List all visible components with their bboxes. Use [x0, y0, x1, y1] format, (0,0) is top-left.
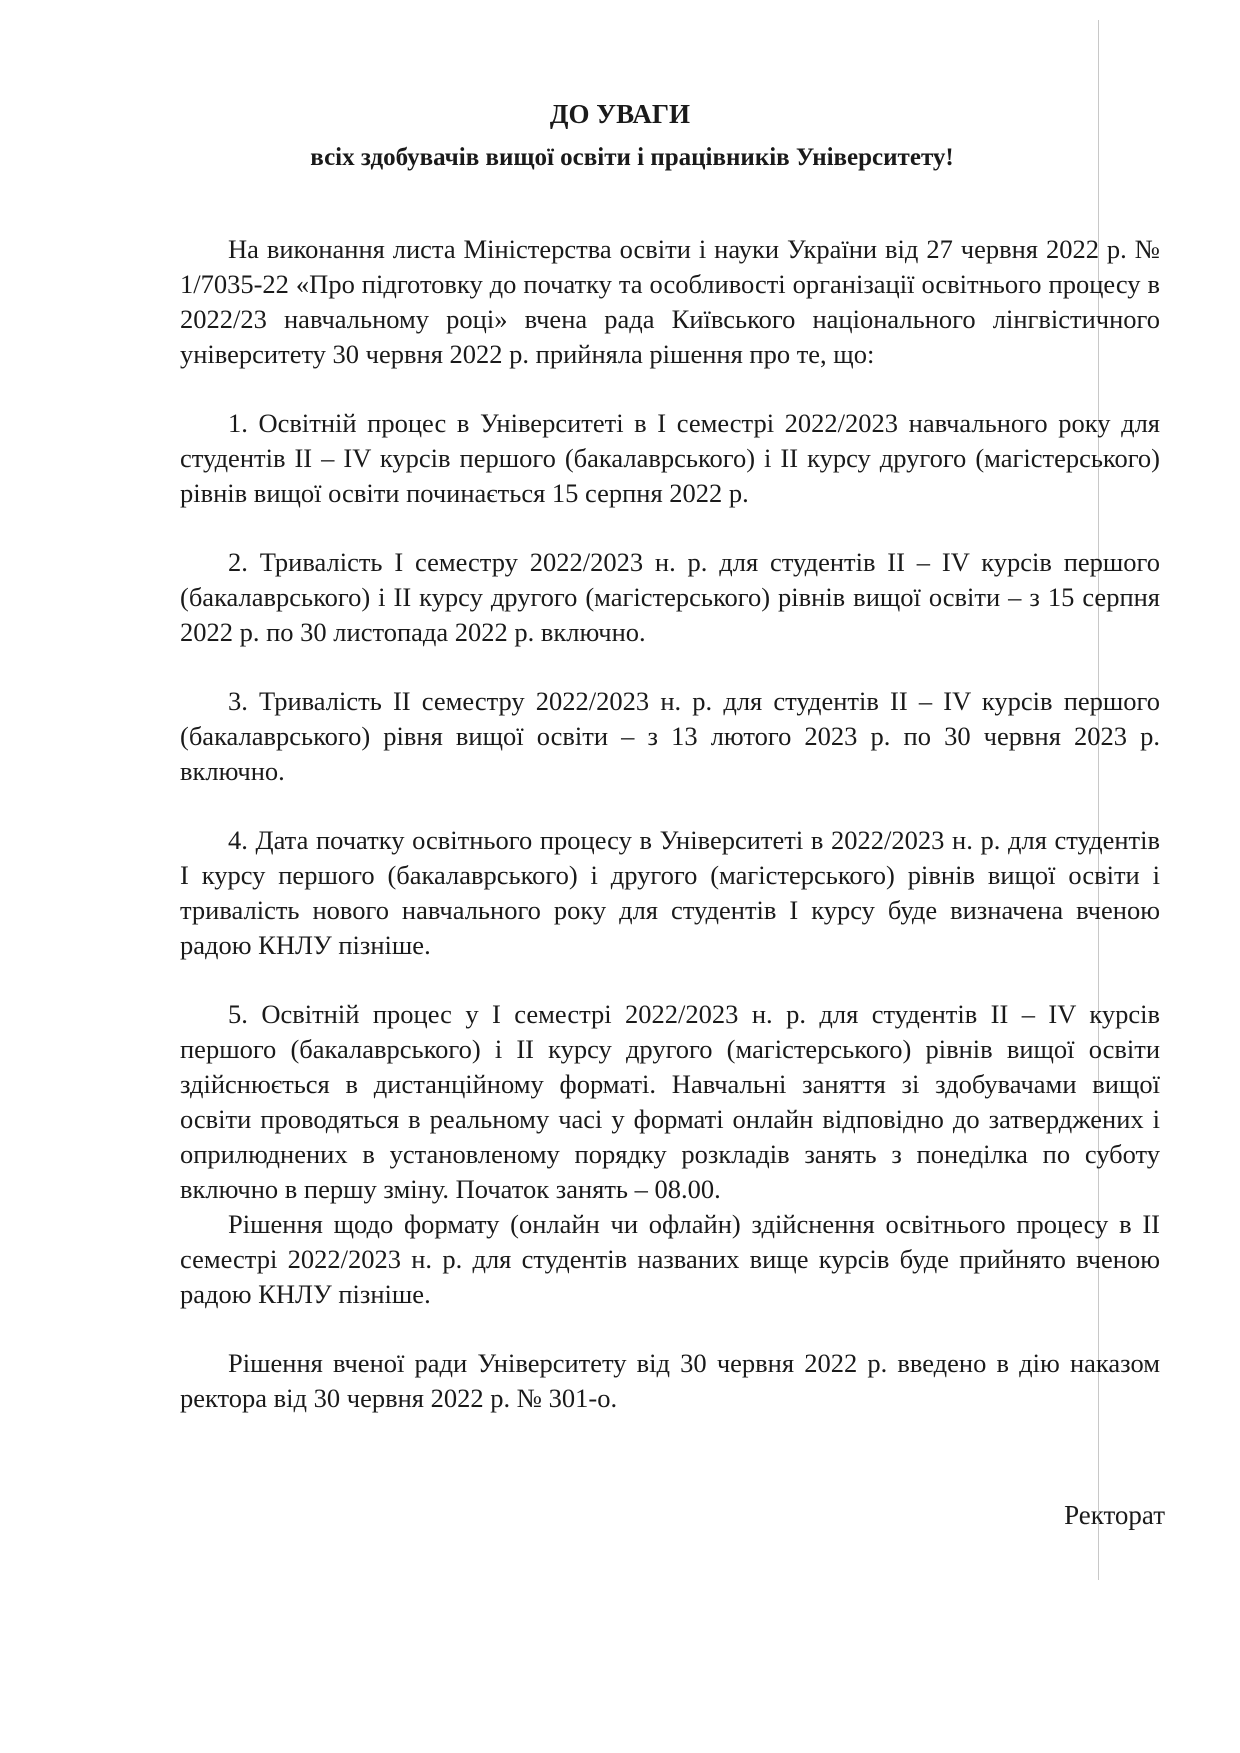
list-item-2: 2. Тривалість І семестру 2022/2023 н. р. для студентів ІІ – IV курсів першого (бакалаврського) і ІІ курсу другого (магістерського) рівнів вищої освіти – з 15 серпня 2022 р. по 30 листопада 2022 р. включно.	[180, 547, 1160, 647]
list-item-1: 1. Освітній процес в Університеті в І семестрі 2022/2023 навчального року для студентів ІІ – IV курсів першого (бакалаврського) і ІІ курсу другого (магістерського) рівнів вищої освіти починається 15 серпня 2022 р.	[180, 408, 1160, 508]
signature: Ректорат	[1064, 1500, 1165, 1530]
document-title: ДО УВАГИ	[549, 99, 691, 129]
closing-paragraph: Рішення вченої ради Університету від 30 червня 2022 р. введено в дію наказом ректора від 30 червня 2022 р. № 301-о.	[180, 1348, 1160, 1413]
list-item-4: 4. Дата початку освітнього процесу в Університеті в 2022/2023 н. р. для студентів І курсу першого (бакалаврського) і другого (магістерського) рівнів вищої освіти і тривалість нового навчального року для студентів І курсу буде визначена вченою радою КНЛУ пізніше.	[180, 825, 1160, 960]
list-item-5-continuation: Рішення щодо формату (онлайн чи офлайн) здійснення освітнього процесу в ІІ семестрі 2022/2023 н. р. для студентів названих вище курсів буде прийнято вченою радою КНЛУ пізніше.	[180, 1209, 1160, 1309]
list-item-3: 3. Тривалість ІІ семестру 2022/2023 н. р. для студентів ІІ – IV курсів першого (бакалаврського) рівня вищої освіти – з 13 лютого 2023 р. по 30 червня 2023 р. включно.	[180, 686, 1160, 786]
intro-paragraph: На виконання листа Міністерства освіти і науки України від 27 червня 2022 р. № 1/7035-22 «Про підготовку до початку та особливості організації освітнього процесу в 2022/23 навчальному році» вчена рада Київського національного лінгвістичного університету 30 червня 2022 р. прийняла рішення про те, що:	[180, 234, 1160, 369]
document-subtitle: всіх здобувачів вищої освіти і працівників Університету!	[310, 144, 954, 171]
document-body	[180, 232, 1160, 1416]
list-item-5: 5. Освітній процес у І семестрі 2022/2023 н. р. для студентів ІІ – IV курсів першого (бакалаврського) і ІІ курсу другого (магістерського) рівнів вищої освіти здійснюється в дистанційному форматі. Навчальні заняття зі здобувачами вищої освіти проводяться в реальному часі у форматі онлайн відповідно до затверджених і оприлюднених в установленому порядку розкладів занять з понеділка по суботу включно в першу зміну. Початок занять – 08.00.	[180, 999, 1160, 1204]
